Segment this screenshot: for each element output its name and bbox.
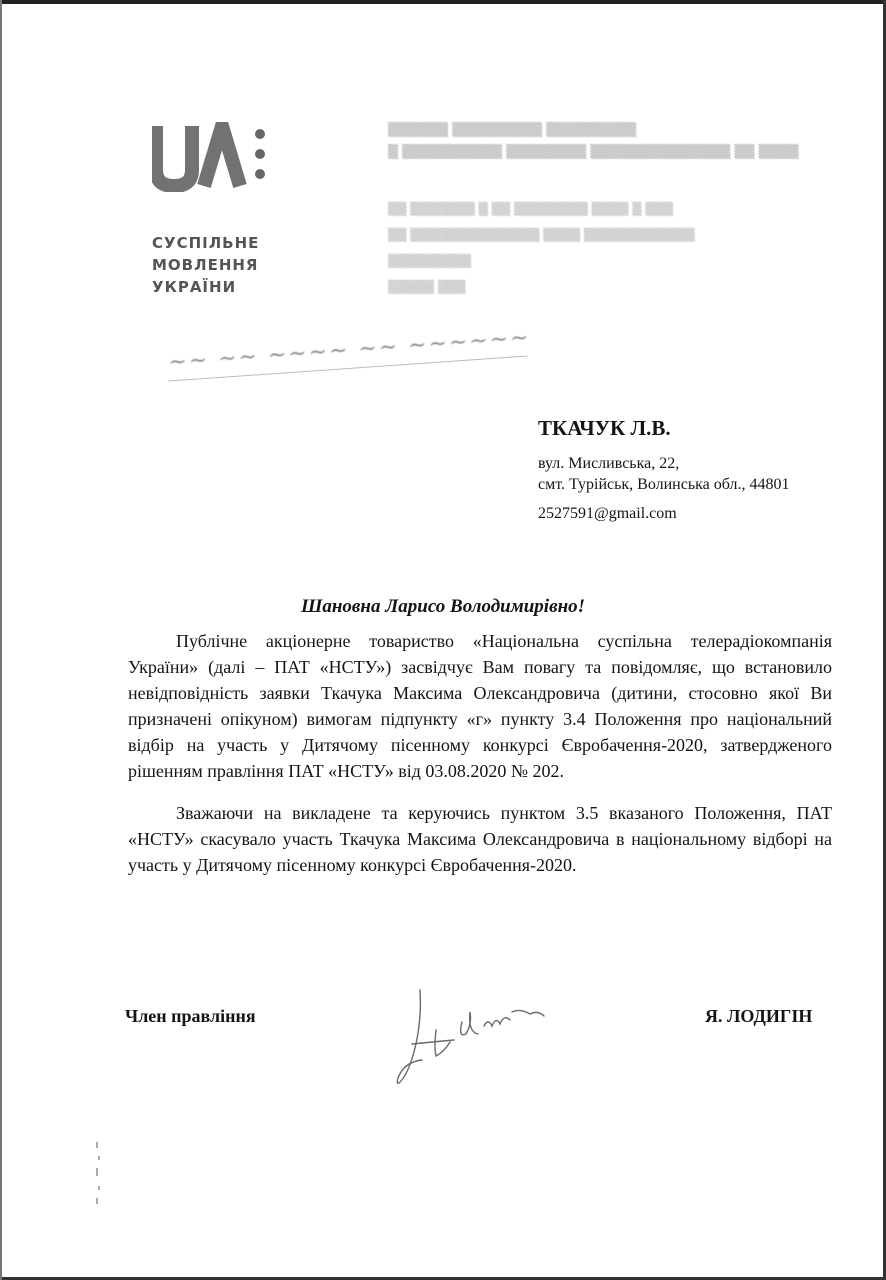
company-letterhead (388, 120, 858, 300)
logo-caption (152, 232, 259, 298)
registration-number-handwritten: ~~ ~~ ~~~~ ~~ ~~~~~~ (167, 325, 532, 376)
logo-line-2: МОВЛЕННЯ (152, 256, 259, 274)
signatory-name: Я. ЛОДИГІН (705, 1006, 813, 1026)
letter-paragraph-2: Зважаючи на викладене та керуючись пунктом 3.5 вказаного Положення, ПАТ «НСТУ» скасувало участь Ткачука Максима Олександровича в національному відборі на участь у Дитячому пісенному конкурсі Євробачення-2020. (128, 803, 832, 875)
recipient-block (538, 416, 790, 523)
letterhead-line: ▒▒▒▒▒▒ ▒▒▒▒▒▒▒▒▒ ▒▒▒▒▒▒▒▒▒ (388, 123, 637, 138)
letter-paragraph-1: Публічне акціонерне товариство «Національна суспільна телерадіокомпанія України» (далі – ПАТ «НСТУ») засвідчує Вам повагу та повідомляє, що встановило невідповідність заявки Ткачука Максима Олександровича (дитини, стосовно якої Ви призначені опікуном) вимогам підпункту «г» пункту 3.4 Положення про національний відбір на участь у Дитячому пісенному конкурсі Євробачення-2020, затвердженого рішенням правління ПАТ «НСТУ» від 03.08.2020 № 202. (128, 631, 832, 781)
letterhead-contacts: ▒▒ ▒▒▒▒▒▒▒ ▒ ▒▒ ▒▒▒▒▒▒▒▒ ▒▒▒▒ ▒ ▒▒▒ ▒▒ ▒▒▒▒▒▒▒▒▒▒▒▒▒▒ ▒▒▒▒ ▒▒▒▒▒▒▒▒▒▒▒▒ ▒▒▒▒▒▒▒▒▒ ▒▒▒▒▒ ▒▒▒ (388, 202, 695, 294)
margin-marks (92, 1140, 106, 1210)
logo-line-3: УКРАЇНИ (152, 278, 237, 296)
page-border-top (0, 0, 886, 4)
letter-greeting: Шановна Ларисо Володимирівно! (300, 596, 586, 617)
recipient-address-line-2: смт. Турійськ, Волинська обл., 44801 (538, 476, 790, 493)
ua-logo-icon (152, 122, 282, 192)
letter-body (128, 628, 832, 878)
letterhead-line: ▒ ▒▒▒▒▒▒▒▒▒▒ ▒▒▒▒▒▒▒▒ ▒▒▒▒▒▒▒▒▒▒▒▒▒▒ ▒▒ ▒▒▒▒ (388, 145, 799, 160)
signatory-position: Член правління (125, 1006, 256, 1026)
recipient-email: 2527591@gmail.com (538, 505, 677, 522)
handwritten-signature-icon (392, 982, 562, 1092)
recipient-name: ТКАЧУК Л.В. (538, 416, 671, 440)
logo-line-1: СУСПІЛЬНЕ (152, 234, 260, 252)
recipient-address-line-1: вул. Мисливська, 22, (538, 455, 680, 472)
page-border-left (0, 0, 2, 1280)
